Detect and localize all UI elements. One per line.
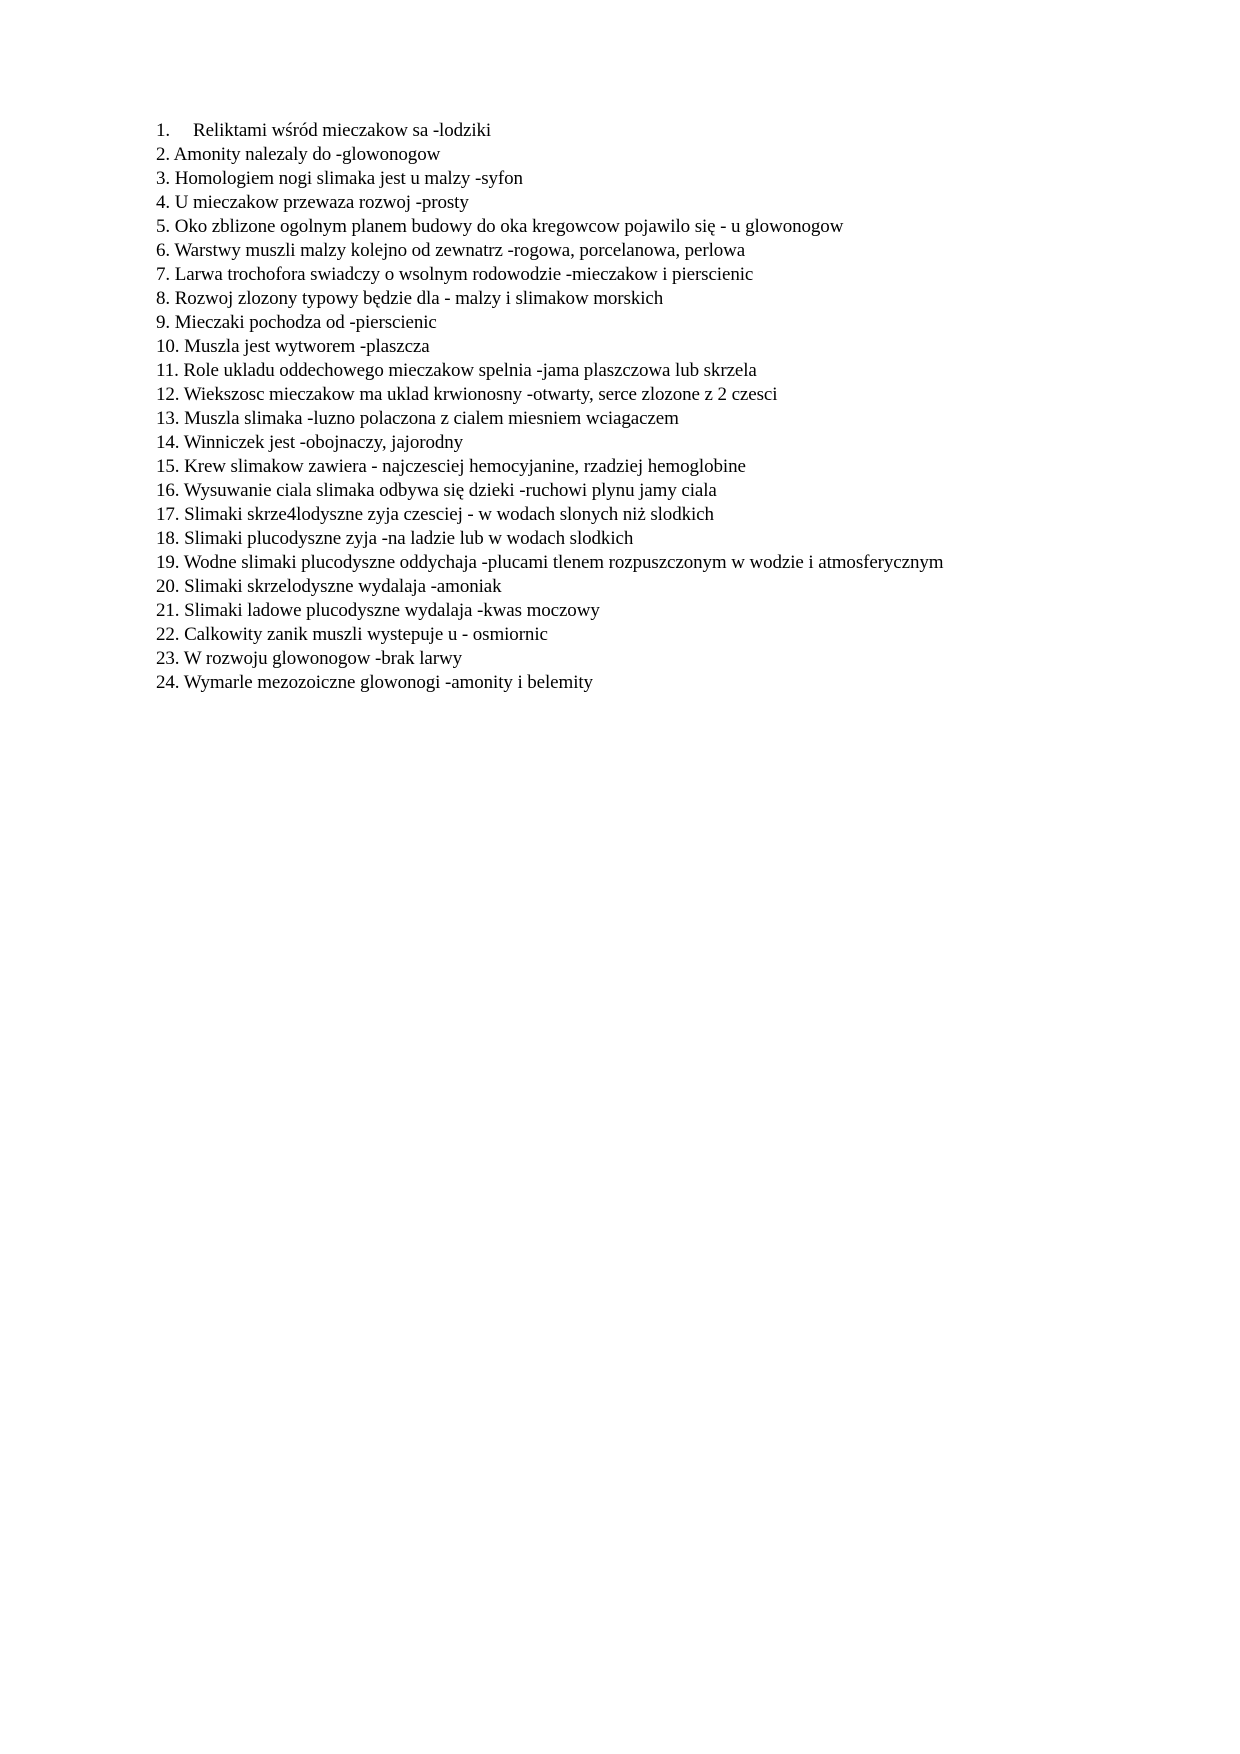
list-item	[156, 191, 943, 215]
list-item	[156, 335, 943, 359]
list-item	[156, 431, 943, 455]
list-item	[156, 359, 943, 383]
list-item	[156, 671, 943, 695]
item-number: 22.	[156, 624, 180, 645]
item-number: 21.	[156, 600, 180, 621]
item-text: Rozwoj zlozony typowy będzie dla - malzy i slimakow morskich	[174, 288, 664, 309]
list-item	[156, 527, 943, 551]
item-number: 19.	[156, 552, 180, 573]
list-item	[156, 599, 943, 623]
item-number: 11.	[156, 360, 179, 381]
item-number: 6.	[156, 240, 171, 261]
item-text: Mieczaki pochodza od -pierscienic	[174, 312, 437, 333]
item-number: 10.	[156, 336, 180, 357]
item-text: U mieczakow przewaza rozwoj -prosty	[174, 192, 469, 213]
list-item	[156, 623, 943, 647]
list-item	[156, 455, 943, 479]
item-text: Wysuwanie ciala slimaka odbywa się dzieki -ruchowi plynu jamy ciala	[183, 480, 717, 501]
list-item	[156, 575, 943, 599]
item-text: Winniczek jest -obojnaczy, jajorodny	[183, 432, 464, 453]
list-item	[156, 215, 943, 239]
item-number: 18.	[156, 528, 180, 549]
item-number: 3.	[156, 168, 171, 189]
list-item	[156, 383, 943, 407]
list-item	[156, 143, 943, 167]
item-text: Oko zblizone ogolnym planem budowy do oka kregowcow pojawilo się - u glowonogow	[174, 216, 844, 237]
item-text: Role ukladu oddechowego mieczakow spelnia -jama plaszczowa lub skrzela	[183, 360, 757, 381]
numbered-list	[156, 119, 943, 695]
item-number: 4.	[156, 192, 171, 213]
item-number: 17.	[156, 504, 180, 525]
item-number: 23.	[156, 648, 180, 669]
item-text: Larwa trochofora swiadczy o wsolnym rodowodzie -mieczakow i pierscienic	[174, 264, 754, 285]
item-text: Krew slimakow zawiera - najczesciej hemocyjanine, rzadziej hemoglobine	[184, 456, 746, 477]
item-text: Reliktami wśród mieczakow sa -lodziki	[193, 120, 492, 141]
item-number: 1.	[156, 120, 171, 141]
list-item	[156, 551, 943, 575]
item-text: Wiekszosc mieczakow ma uklad krwionosny -otwarty, serce zlozone z 2 czesci	[183, 384, 778, 405]
item-number: 5.	[156, 216, 171, 237]
list-item	[156, 167, 943, 191]
item-text: Slimaki plucodyszne zyja -na ladzie lub w wodach slodkich	[184, 528, 634, 549]
list-item	[156, 647, 943, 671]
item-text: Wodne slimaki plucodyszne oddychaja -plucami tlenem rozpuszczonym w wodzie i atmosferycznym	[183, 552, 944, 573]
item-number: 13.	[156, 408, 180, 429]
item-number: 15.	[156, 456, 180, 477]
list-item	[156, 263, 943, 287]
item-text: Homologiem nogi slimaka jest u malzy -syfon	[174, 168, 523, 189]
list-item	[156, 479, 943, 503]
item-number: 8.	[156, 288, 171, 309]
list-item	[156, 407, 943, 431]
item-text: Amonity nalezaly do -glowonogow	[173, 144, 441, 165]
item-text: Muszla slimaka -luzno polaczona z cialem miesniem wciagaczem	[184, 408, 679, 429]
list-item	[156, 239, 943, 263]
item-text: Calkowity zanik muszli wystepuje u - osmiornic	[184, 624, 548, 645]
item-number: 20.	[156, 576, 180, 597]
item-text: Warstwy muszli malzy kolejno od zewnatrz -rogowa, porcelanowa, perlowa	[174, 240, 746, 261]
item-number: 14.	[156, 432, 180, 453]
item-number: 7.	[156, 264, 171, 285]
list-item	[156, 311, 943, 335]
list-item	[156, 287, 943, 311]
item-text: Wymarle mezozoiczne glowonogi -amonity i belemity	[183, 672, 593, 693]
item-number: 2.	[156, 144, 171, 165]
item-number: 12.	[156, 384, 180, 405]
list-item	[156, 503, 943, 527]
item-text: Slimaki skrzelodyszne wydalaja -amoniak	[184, 576, 502, 597]
item-number: 16.	[156, 480, 180, 501]
item-number: 24.	[156, 672, 180, 693]
list-item	[156, 119, 943, 143]
item-text: Slimaki ladowe plucodyszne wydalaja -kwas moczowy	[184, 600, 600, 621]
item-number: 9.	[156, 312, 171, 333]
item-text: W rozwoju glowonogow -brak larwy	[183, 648, 462, 669]
item-text: Slimaki skrze4lodyszne zyja czesciej - w wodach slonych niż slodkich	[184, 504, 714, 525]
item-text: Muszla jest wytworem -plaszcza	[184, 336, 430, 357]
